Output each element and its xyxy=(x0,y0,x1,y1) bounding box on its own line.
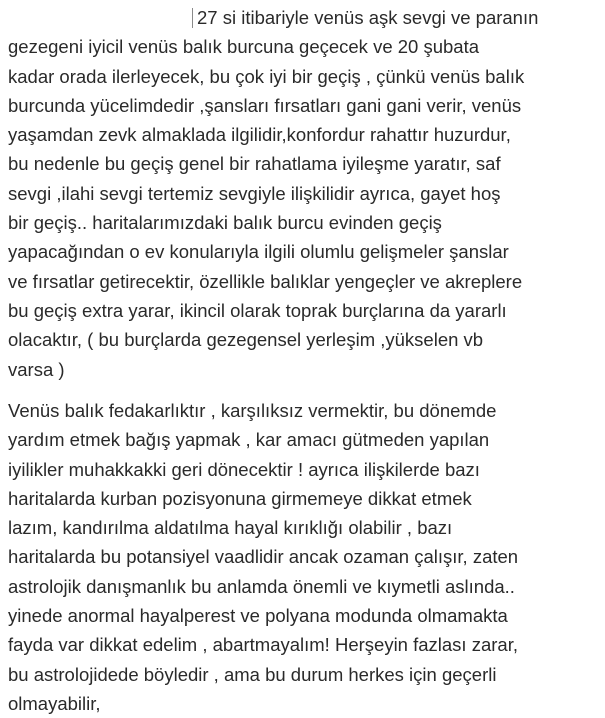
text-line: olmayabilir, xyxy=(8,692,101,714)
text-line: haritalarda bu potansiyel vaadlidir ancak ozaman çalışır, zaten xyxy=(8,546,519,568)
paragraph-2 xyxy=(8,396,602,718)
text-line: yinede anormal hayalperest ve polyana modunda olmamakta xyxy=(8,605,508,627)
text-line: bu nedenle bu geçiş genel bir rahatlama iyileşme yaratır, saf xyxy=(8,153,501,175)
text-line: varsa ) xyxy=(8,358,65,380)
text-line: bir geçiş.. haritalarımızdaki balık burcu evinden geçiş xyxy=(8,212,442,234)
text-line: yaşamdan zevk almakladа ilgilidir,konfordur rahattır huzurdur, xyxy=(8,124,511,146)
text-cursor xyxy=(192,8,193,28)
text-line: fayda var dikkat edelim , abartmayalım! Herşeyin fazlası zarar, xyxy=(8,634,518,656)
text-line: gezegeni iyicil venüs balık burcuna geçecek ve 20 şubata xyxy=(8,36,480,58)
text-line: olacaktır, ( bu burçlarda gezegensel yerleşim ,yükselen vb xyxy=(8,329,484,351)
text-line: haritalarda kurban pozisyonuna girmemeye dikkat etmek xyxy=(8,487,472,509)
text-line: yardım etmek bağış yapmak , kar amacı gütmeden yapılan xyxy=(8,429,490,451)
text-line: yapacağından o ev konularıyla ilgili olumlu gelişmeler şanslar xyxy=(8,241,509,263)
text-line: bu geçiş extra yarar, ikincil olarak toprak burçlarına da yararlı xyxy=(8,299,507,321)
paragraph-1 xyxy=(8,3,602,384)
text-line: iyilikler muhakkakki geri dönecektir ! ayrıca ilişkilerde bazı xyxy=(8,458,480,480)
text-line: Venüs balık fedakarlıktır , karşılıksız vermektir, bu dönemde xyxy=(8,400,497,421)
text-line: ve fırsatlar getirecektir, özellikle balıklar yengeçler ve akreplere xyxy=(8,270,523,292)
text-line: sevgi ,ilahi sevgi tertemiz sevgiyle ilişkilidir ayrıca, gayet hoş xyxy=(8,182,501,204)
text-line: burcunda yücelimdedir ,şansları fırsatları gani gani verir, venüs xyxy=(8,94,522,116)
text-line: bu astrolojidede böyledir , ama bu durum herkes için geçerli xyxy=(8,663,497,685)
text-line: lazım, kandırılma aldatılma hayal kırıklığı olabilir , bazı xyxy=(8,517,453,539)
text-line: astrolojik danışmanlık bu anlamda önemli ve kıymetli aslında.. xyxy=(8,575,515,597)
text-line xyxy=(8,3,602,32)
text-line-content: 27 si itibariyle venüs aşk sevgi ve paranın xyxy=(197,7,539,28)
text-line: kadar orada ilerleyecek, bu çok iyi bir geçiş , çünkü venüs balık xyxy=(8,65,525,87)
